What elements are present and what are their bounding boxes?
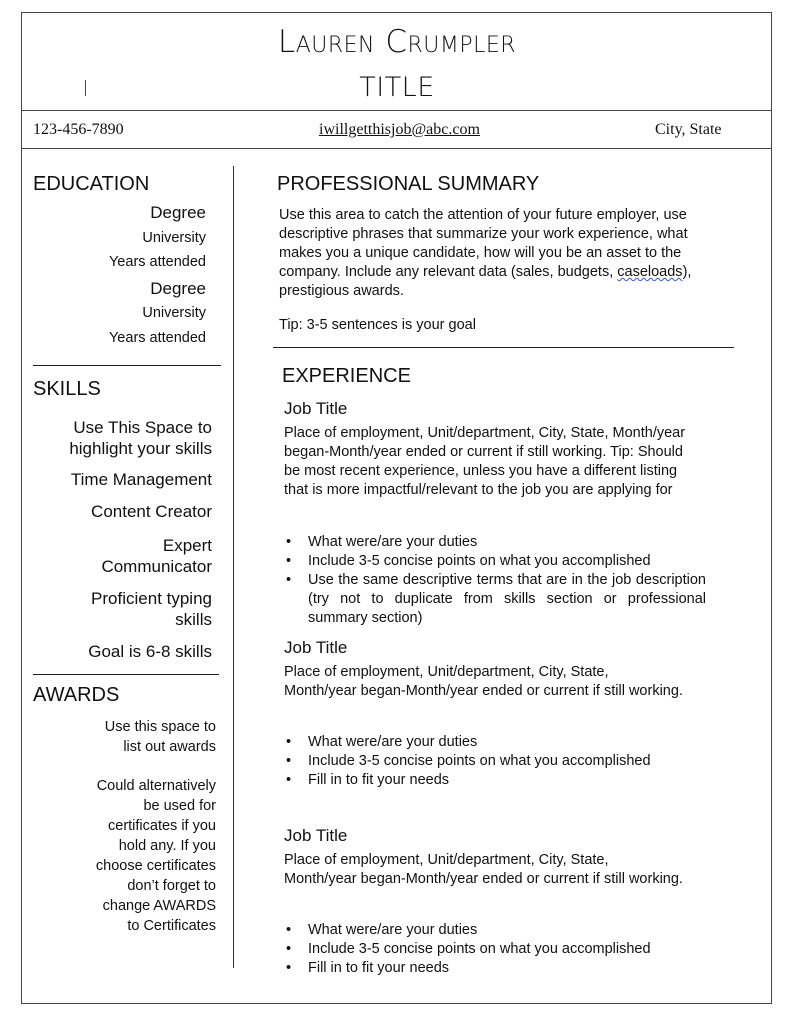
location: City, State [655, 121, 722, 138]
education-divider [33, 365, 221, 366]
education-heading: EDUCATION [33, 173, 150, 195]
list-item: • What were/are your duties [284, 921, 724, 940]
skill-item: Proficient typing skills [91, 589, 212, 629]
list-item: • Fill in to fit your needs [284, 771, 724, 790]
summary-divider [273, 347, 734, 348]
university: University [142, 305, 206, 321]
skill-item: Use This Space to highlight your skills [69, 418, 212, 458]
university: University [142, 230, 206, 246]
list-item: • Include 3-5 concise points on what you accomplished [284, 752, 724, 771]
candidate-title: TITLE [359, 72, 435, 103]
list-item: • Include 3-5 concise points on what you accomplished [284, 940, 724, 959]
contact-divider [21, 148, 772, 149]
awards-note: Could alternatively be used for certificates if you hold any. If you choose certificates don’t forget to change AWARDS to Certificates [95, 778, 216, 934]
job-title: Job Title [284, 399, 348, 418]
column-divider [233, 166, 234, 968]
degree: Degree [150, 203, 206, 222]
experience-heading: EXPERIENCE [282, 365, 411, 387]
summary-text: Use this area to catch the attention of your future employer, use descriptive phrases that summarize your work experience, what makes you a unique candidate, how will you be an asset to the company. Include any relevant data (sales, budgets, caseloads), prestigious awards. [279, 207, 692, 299]
awards-heading: AWARDS [33, 684, 120, 706]
list-item: • What were/are your duties [284, 533, 706, 552]
skill-item: Content Creator [91, 502, 212, 521]
header-divider [21, 110, 772, 111]
years-attended: Years attended [108, 254, 206, 270]
years-attended: Years attended [108, 330, 206, 346]
list-item: • Include 3-5 concise points on what you accomplished [284, 552, 706, 571]
job-description: Place of employment, Unit/department, City, State, Month/year began-Month/year ended or current if still working. [284, 664, 683, 699]
candidate-name: Lauren Crumpler [277, 24, 517, 60]
list-item: • Use the same descriptive terms that are in the job description (try not to duplicate from skills section or professional summary section) [284, 571, 706, 628]
phone-number: 123-456-7890 [33, 121, 124, 138]
job-bullets [284, 921, 724, 978]
email-link[interactable]: iwillgetthisjob@abc.com [319, 121, 480, 138]
summary-heading: PROFESSIONAL SUMMARY [277, 173, 540, 195]
summary-tip: Tip: 3-5 sentences is your goal [279, 317, 476, 333]
job-description: Place of employment, Unit/department, City, State, Month/year began-Month/year ended or current if still working. [284, 852, 683, 887]
skills-divider [33, 674, 219, 675]
job-bullets [284, 533, 706, 628]
skills-heading: SKILLS [33, 378, 101, 400]
list-item: • Fill in to fit your needs [284, 959, 724, 978]
skill-item: Time Management [70, 470, 212, 489]
job-title: Job Title [284, 826, 348, 845]
spellcheck-underline: caseloads [617, 264, 683, 280]
skill-item: Goal is 6-8 skills [88, 642, 212, 661]
awards-text: Use this space to list out awards [104, 719, 216, 755]
list-item: • What were/are your duties [284, 733, 724, 752]
job-description: Place of employment, Unit/department, City, State, Month/year began-Month/year ended or current if still working. Tip: Should be most recent experience, unless you have a different listing that is more impactful/relevant to the job you are applying for [284, 425, 686, 498]
job-title: Job Title [284, 638, 348, 657]
skill-item: Expert Communicator [101, 536, 212, 576]
job-bullets [284, 733, 724, 790]
degree: Degree [150, 279, 206, 298]
